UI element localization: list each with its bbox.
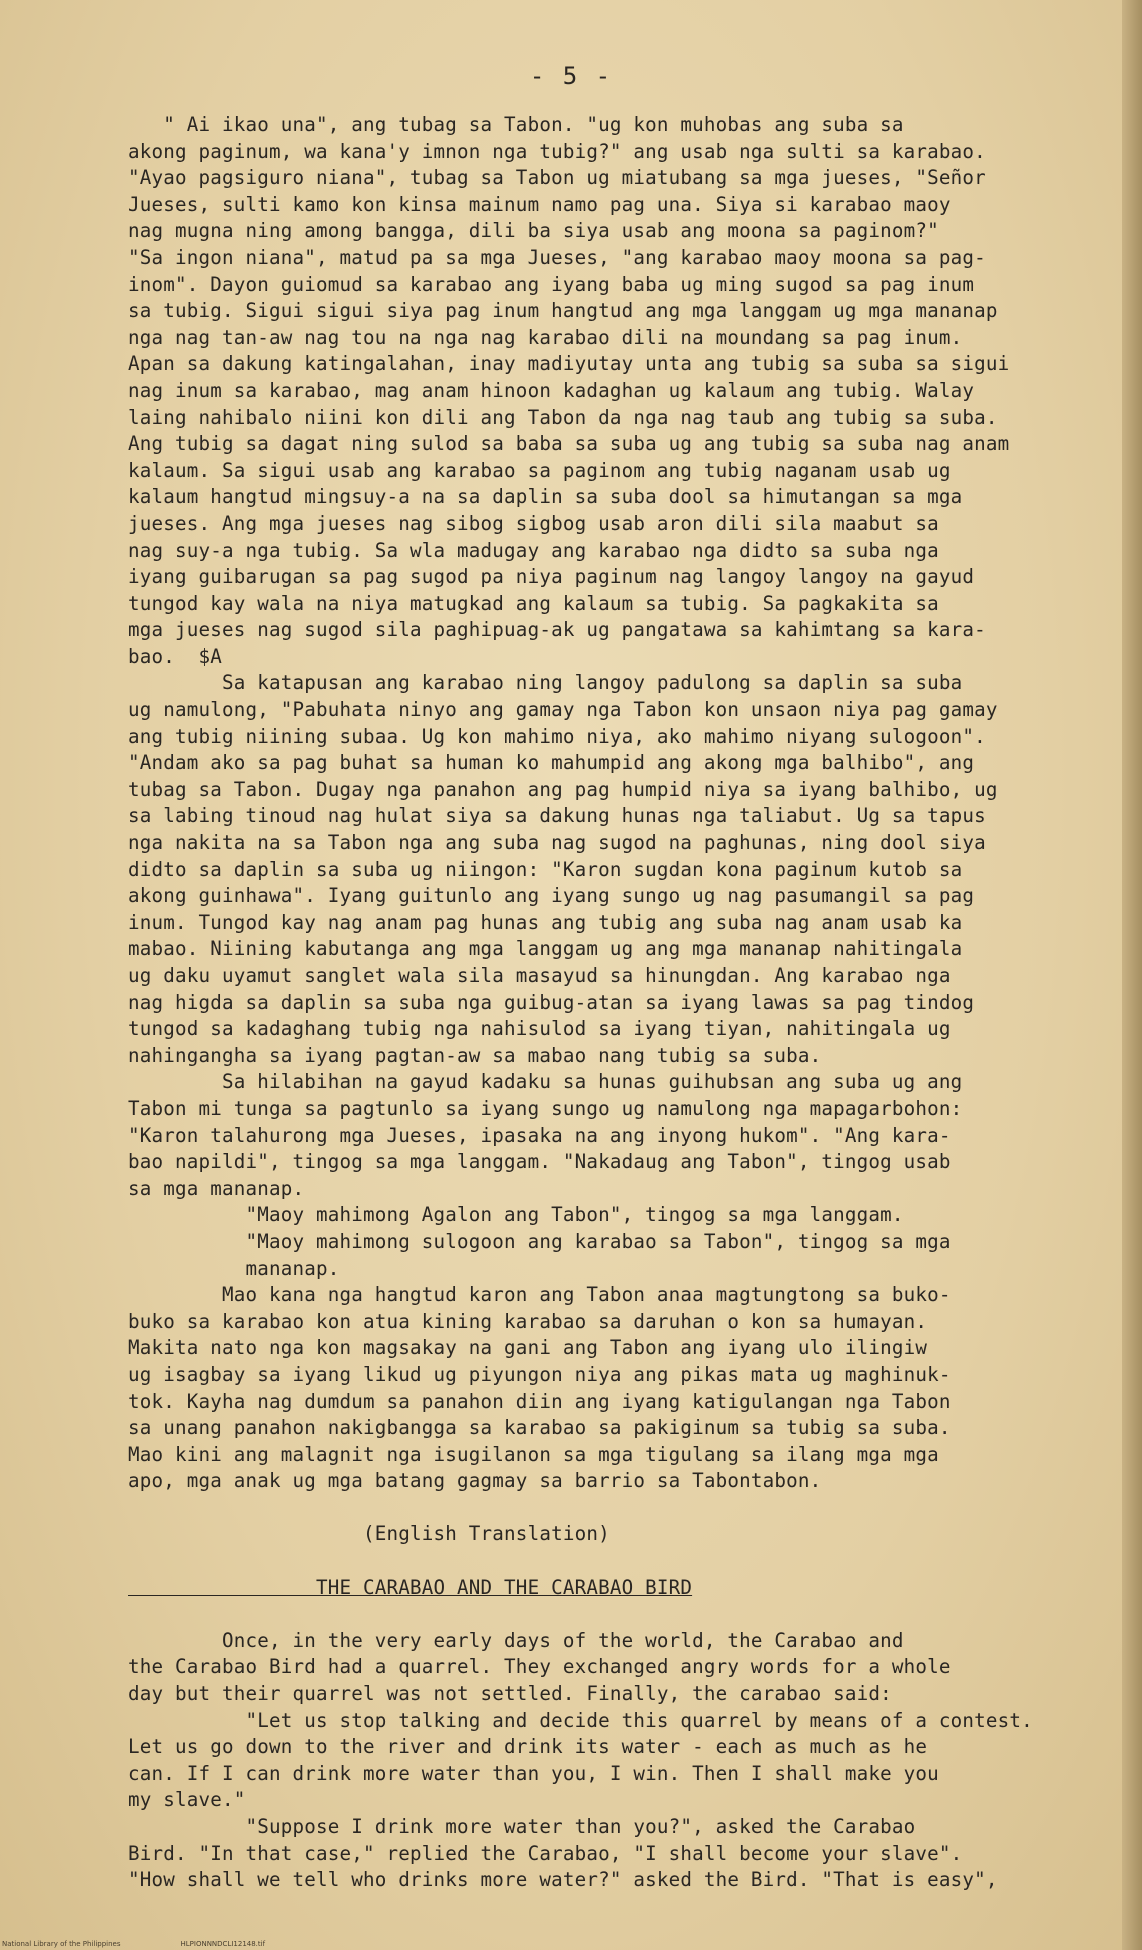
text-line: mananap. (128, 1256, 340, 1280)
text-line: sa tubig. Sigui sigui siya pag inum hangtud ang mga langgam ug mga mananap (128, 299, 998, 323)
text-line (128, 1495, 1058, 1522)
text-line: tungod sa kadaghang tubig nga nahisulod sa iyang tiyan, nahitingala ug (128, 1017, 951, 1041)
text-line: bao napildi", tingog sa mga langgam. "Nakadaug ang Tabon", tingog usab (128, 1150, 951, 1174)
text-line: tubag sa Tabon. Dugay nga panahon ang pag humpid niya sa iyang balhibo, ug (128, 777, 998, 801)
text-line: "Maoy mahimong sulogoon ang karabao sa Tabon", tingog sa mga (128, 1229, 951, 1253)
text-line: Jueses, sulti kamo kon kinsa mainum namo pag una. Siya si karabao maoy (128, 192, 951, 216)
text-line: Makita nato nga kon magsakay na gani ang Tabon ang iyang ulo ilingiw (128, 1336, 928, 1360)
text-line: my slave." (128, 1788, 246, 1812)
page-number: - 5 - (529, 62, 613, 90)
text-line: Ang tubig sa dagat ning sulod sa baba sa suba ug ang tubig sa suba nag anam (128, 432, 1010, 456)
text-line: mabao. Niining kabutanga ang mga langgam ug ang mga mananap nahitingala (128, 937, 963, 961)
text-line: "Karon talahurong mga Jueses, ipasaka na ang inyong hukom". "Ang kara- (128, 1123, 951, 1147)
text-line: can. If I can drink more water than you, I win. Then I shall make you (128, 1761, 939, 1785)
text-line: (English Translation) (128, 1522, 610, 1546)
text-line: akong guinhawa". Iyang guitunlo ang iyang sungo ug nag pasumangil sa pag (128, 884, 975, 908)
text-line: sa labing tinoud nag hulat siya sa dakung hunas nga taliabut. Ug sa tapus (128, 804, 986, 828)
text-line: Sa katapusan ang karabao ning langoy padulong sa daplin sa suba (128, 671, 963, 695)
typewritten-text (128, 112, 1058, 1894)
text-line: Bird. "In that case," replied the Carabao, "I shall become your slave". (128, 1841, 963, 1865)
text-line: the Carabao Bird had a quarrel. They exchanged angry words for a whole (128, 1655, 951, 1679)
text-line: nag inum sa karabao, mag anam hinoon kadaghan ug kalaum ang tubig. Walay (128, 378, 975, 402)
text-line: Mao kini ang malagnit nga isugilanon sa mga tigulang sa ilang mga mga (128, 1442, 939, 1466)
text-line: nahingangha sa iyang pagtan-aw sa mabao nang tubig sa suba. (128, 1043, 822, 1067)
text-line: laing nahibalo niini kon dili ang Tabon da nga nag taub ang tubig sa suba. (128, 405, 998, 429)
footer-library: National Library of the Philippines (2, 1940, 121, 1948)
text-line: akong paginum, wa kana'y imnon nga tubig?" ang usab nga sulti sa karabao. (128, 139, 986, 163)
text-line: bao. $A (128, 644, 223, 668)
text-line: nga nakita na sa Tabon nga ang suba nag sugod na paghunas, ning dool siya (128, 831, 986, 855)
text-line: day but their quarrel was not settled. Finally, the carabao said: (128, 1682, 892, 1706)
text-line: Sa hilabihan na gayud kadaku sa hunas guihubsan ang suba ug ang (128, 1070, 963, 1094)
text-line: kalaum. Sa sigui usab ang karabao sa paginom ang tubig naganam usab ug (128, 458, 951, 482)
text-line: ug daku uyamut sanglet wala sila masayud sa hinungdan. Ang karabao nga (128, 964, 951, 987)
footer-file-id: HLPIONNNDCLI12148.tif (180, 1940, 266, 1948)
text-line (128, 1601, 1058, 1628)
text-line: THE CARABAO AND THE CARABAO BIRD (128, 1575, 693, 1599)
scan-footer (2, 1940, 325, 1948)
text-line: Let us go down to the river and drink its water - each as much as he (128, 1735, 928, 1759)
text-line: ang tubig niining subaa. Ug kon mahimo niya, ako mahimo niyang sulogoon". (128, 724, 986, 748)
text-line: mga jueses nag sugod sila paghipuag-ak ug pangatawa sa kahimtang sa kara- (128, 618, 986, 642)
text-line: "Andam ako sa pag buhat sa human ko mahumpid ang akong mga balhibo", ang (128, 751, 975, 775)
text-line: Mao kana nga hangtud karon ang Tabon anaa magtungtong sa buko- (128, 1283, 951, 1307)
text-line: "Sa ingon niana", matud pa sa mga Jueses, "ang karabao maoy moona sa pag- (128, 245, 986, 269)
text-line: nag mugna ning among bangga, dili ba siya usab ang moona sa paginom?" (128, 219, 939, 243)
text-line: sa mga mananap. (128, 1176, 305, 1200)
text-line: didto sa daplin sa suba ug niingon: "Karon sugdan kona paginum kutob sa (128, 857, 963, 881)
page-edge (1122, 0, 1142, 1950)
text-line: inom". Dayon guiomud sa karabao ang iyang baba ug ming sugod sa pag inum (128, 272, 975, 296)
text-line: "Maoy mahimong Agalon ang Tabon", tingog sa mga langgam. (128, 1203, 904, 1227)
text-line: tungod kay wala na niya matugkad ang kalaum sa tubig. Sa pagkakita sa (128, 591, 939, 615)
text-line: ug isagbay sa iyang likud ug piyungon niya ang pikas mata ug maghinuk- (128, 1362, 951, 1386)
text-line: jueses. Ang mga jueses nag sibog sigbog usab aron dili sila maabut sa (128, 511, 939, 535)
text-line: "How shall we tell who drinks more water?" asked the Bird. "That is easy", (128, 1868, 998, 1892)
text-line: "Let us stop talking and decide this quarrel by means of a contest. (128, 1708, 1033, 1732)
text-line: kalaum hangtud mingsuy-a na sa daplin sa suba dool sa himutangan sa mga (128, 485, 963, 509)
text-line: sa unang panahon nakigbangga sa karabao sa pakiginum sa tubig sa suba. (128, 1416, 951, 1440)
text-line: " Ai ikao una", ang tubag sa Tabon. "ug kon muhobas ang suba sa (128, 113, 904, 136)
text-line: inum. Tungod kay nag anam pag hunas ang tubig ang suba nag anam usab ka (128, 910, 963, 934)
text-line: Tabon mi tunga sa pagtunlo sa iyang sungo ug namulong nga mapagarbohon: (128, 1096, 963, 1120)
text-line: buko sa karabao kon atua kining karabao sa daruhan o kon sa humayan. (128, 1309, 928, 1333)
text-line: "Ayao pagsiguro niana", tubag sa Tabon ug miatubang sa mga jueses, "Señor (128, 166, 986, 190)
text-line: apo, mga anak ug mga batang gagmay sa barrio sa Tabontabon. (128, 1469, 822, 1493)
text-line: Once, in the very early days of the world, the Carabao and (128, 1628, 904, 1652)
text-line: ug namulong, "Pabuhata ninyo ang gamay nga Tabon kon unsaon niya pag gamay (128, 698, 998, 722)
text-line: "Suppose I drink more water than you?", asked the Carabao (128, 1815, 916, 1838)
text-line: tok. Kayha nag dumdum sa panahon diin ang iyang katigulangan nga Tabon (128, 1389, 951, 1413)
text-line: Apan sa dakung katingalahan, inay madiyutay unta ang tubig sa suba sa sigui (128, 352, 1010, 376)
text-line: iyang guibarugan sa pag sugod pa niya paginum nag langoy langoy na gayud (128, 565, 975, 589)
text-line (128, 1548, 1058, 1575)
text-line: nga nag tan-aw nag tou na nga nag karabao dili na moundang sa pag inum. (128, 325, 963, 349)
text-line: nag higda sa daplin sa suba nga guibug-atan sa iyang lawas sa pag tindog (128, 990, 975, 1014)
text-line: nag suy-a nga tubig. Sa wla madugay ang karabao nga didto sa suba nga (128, 538, 939, 562)
